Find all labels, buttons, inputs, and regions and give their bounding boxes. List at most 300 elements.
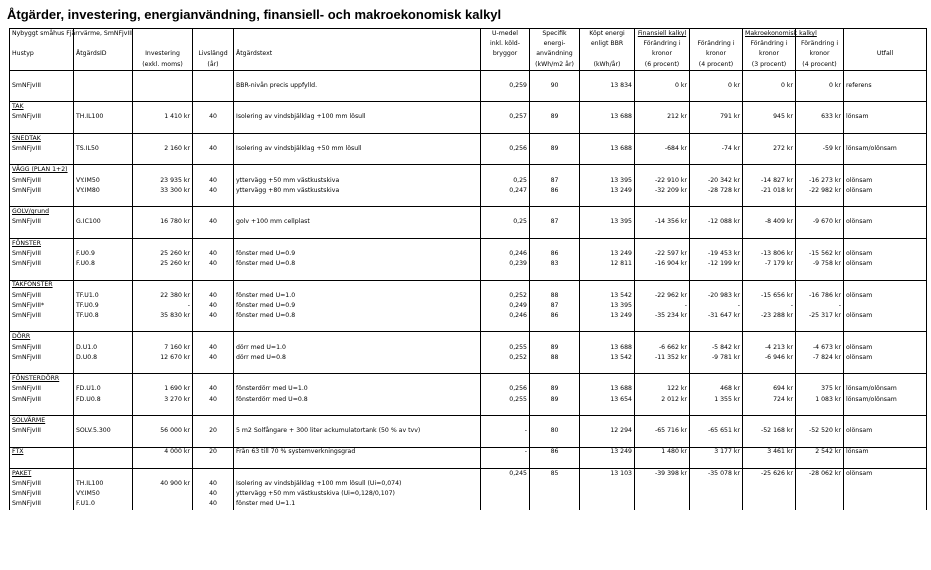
table-row bbox=[10, 249, 927, 259]
table-cell bbox=[530, 458, 580, 469]
table-cell bbox=[74, 196, 133, 207]
table-cell bbox=[530, 238, 580, 249]
table-cell bbox=[10, 436, 74, 447]
table-cell: SmNFjvIII bbox=[10, 259, 74, 269]
header-cell bbox=[234, 39, 481, 49]
table-cell bbox=[635, 70, 690, 81]
table-cell bbox=[234, 363, 481, 374]
table-cell bbox=[193, 468, 234, 479]
table-cell bbox=[234, 458, 481, 469]
blank-row bbox=[10, 436, 927, 447]
data-row bbox=[10, 447, 927, 458]
table-cell bbox=[530, 102, 580, 113]
table-cell: - bbox=[743, 301, 796, 311]
table-cell bbox=[690, 102, 743, 113]
table-cell: - bbox=[796, 301, 844, 311]
table-cell bbox=[133, 133, 193, 144]
table-cell bbox=[481, 70, 530, 81]
table-cell bbox=[635, 102, 690, 113]
table-cell: -22 597 kr bbox=[635, 249, 690, 259]
table-cell bbox=[580, 363, 635, 374]
header-cell bbox=[234, 60, 481, 71]
table-cell bbox=[635, 123, 690, 134]
table-cell: 12 811 bbox=[580, 259, 635, 269]
table-cell bbox=[743, 154, 796, 165]
table-cell: SmNFjvIII bbox=[10, 186, 74, 196]
table-cell bbox=[193, 436, 234, 447]
table-row bbox=[10, 217, 927, 227]
table-cell bbox=[234, 228, 481, 239]
table-cell bbox=[743, 70, 796, 81]
table-cell: -15 562 kr bbox=[796, 249, 844, 259]
table-cell: olönsam bbox=[844, 259, 927, 269]
table-cell: olönsam bbox=[844, 176, 927, 186]
table-cell: 40 900 kr bbox=[133, 479, 193, 489]
table-cell bbox=[743, 238, 796, 249]
table-cell bbox=[74, 405, 133, 416]
table-cell bbox=[635, 436, 690, 447]
table-cell bbox=[844, 196, 927, 207]
table-cell bbox=[530, 363, 580, 374]
table-cell bbox=[635, 154, 690, 165]
table-cell: D.U0.8 bbox=[74, 353, 133, 363]
header-cell: (år) bbox=[193, 60, 234, 71]
table-cell bbox=[690, 458, 743, 469]
table-cell: 87 bbox=[530, 217, 580, 227]
table-cell bbox=[844, 207, 927, 218]
table-cell: 0 kr bbox=[743, 81, 796, 91]
table-cell bbox=[580, 499, 635, 509]
table-cell: -19 453 kr bbox=[690, 249, 743, 259]
table-cell bbox=[796, 133, 844, 144]
table-cell: 83 bbox=[530, 259, 580, 269]
blank-row bbox=[10, 123, 927, 134]
header-cell: enligt BBR bbox=[580, 39, 635, 49]
table-cell: 0,247 bbox=[481, 186, 530, 196]
table-cell: TF.U0.9 bbox=[74, 301, 133, 311]
table-cell: 0,25 bbox=[481, 217, 530, 227]
table-cell bbox=[635, 374, 690, 385]
table-cell bbox=[796, 102, 844, 113]
table-cell bbox=[743, 321, 796, 332]
table-cell: -22 910 kr bbox=[635, 176, 690, 186]
header-cell: Specifik bbox=[530, 29, 580, 40]
table-cell bbox=[743, 165, 796, 176]
table-cell: yttervägg +50 mm västkustskiva bbox=[234, 176, 481, 186]
table-cell bbox=[796, 154, 844, 165]
table-cell bbox=[690, 123, 743, 134]
table-cell bbox=[133, 238, 193, 249]
table-cell: 25 260 kr bbox=[133, 259, 193, 269]
header-cell bbox=[690, 29, 743, 40]
table-cell: SmNFjvIII bbox=[10, 426, 74, 436]
table-cell: golv +100 mm cellplast bbox=[234, 217, 481, 227]
table-cell: - bbox=[481, 447, 530, 458]
table-cell bbox=[844, 123, 927, 134]
table-cell bbox=[530, 280, 580, 291]
table-cell bbox=[481, 321, 530, 332]
table-cell bbox=[690, 436, 743, 447]
table-cell: 13 834 bbox=[580, 81, 635, 91]
table-cell bbox=[530, 70, 580, 81]
table-cell: olönsam bbox=[844, 343, 927, 353]
blank-row bbox=[10, 228, 927, 239]
table-cell: 40 bbox=[193, 395, 234, 405]
table-cell bbox=[133, 489, 193, 499]
blank-row bbox=[10, 405, 927, 416]
table-cell: -25 626 kr bbox=[743, 468, 796, 479]
section-label: VÄGG (PLAN 1+2) bbox=[10, 165, 74, 176]
table-cell bbox=[481, 154, 530, 165]
section-label: TAK bbox=[10, 102, 74, 113]
table-cell bbox=[530, 207, 580, 218]
table-cell bbox=[580, 102, 635, 113]
table-cell: SmNFjvIII bbox=[10, 113, 74, 123]
table-cell: -6 662 kr bbox=[635, 343, 690, 353]
table-cell: fönster med U=1.0 bbox=[234, 291, 481, 301]
table-cell: -28 062 kr bbox=[796, 468, 844, 479]
table-cell bbox=[580, 123, 635, 134]
table-cell bbox=[690, 165, 743, 176]
section-row bbox=[10, 374, 927, 385]
table-cell: 40 bbox=[193, 301, 234, 311]
table-cell: 1 083 kr bbox=[796, 395, 844, 405]
section-label: SNEDTAK bbox=[10, 133, 74, 144]
table-row bbox=[10, 343, 927, 353]
table-cell: 2 012 kr bbox=[635, 395, 690, 405]
table-row bbox=[10, 426, 927, 436]
table-cell: 25 260 kr bbox=[133, 249, 193, 259]
table-cell bbox=[635, 332, 690, 343]
table-cell: 0,259 bbox=[481, 81, 530, 91]
table-cell bbox=[844, 301, 927, 311]
table-cell bbox=[635, 280, 690, 291]
table-cell: -8 409 kr bbox=[743, 217, 796, 227]
table-cell: -59 kr bbox=[796, 144, 844, 154]
table-cell bbox=[743, 133, 796, 144]
table-cell bbox=[580, 489, 635, 499]
table-cell bbox=[690, 133, 743, 144]
header-cell: Livslängd bbox=[193, 49, 234, 59]
table-cell bbox=[133, 165, 193, 176]
table-cell bbox=[133, 458, 193, 469]
table-cell: -20 342 kr bbox=[690, 176, 743, 186]
table-cell bbox=[635, 207, 690, 218]
table-cell: 40 bbox=[193, 144, 234, 154]
table-cell: 87 bbox=[530, 176, 580, 186]
table-cell bbox=[193, 363, 234, 374]
table-cell: fönster med U=0.9 bbox=[234, 249, 481, 259]
header-cell bbox=[844, 39, 927, 49]
table-cell: -23 288 kr bbox=[743, 311, 796, 321]
table-cell bbox=[743, 280, 796, 291]
table-cell bbox=[74, 363, 133, 374]
table-cell bbox=[796, 415, 844, 426]
table-cell: 375 kr bbox=[796, 384, 844, 394]
table-cell: 89 bbox=[530, 343, 580, 353]
table-cell bbox=[844, 415, 927, 426]
header-cell bbox=[580, 49, 635, 59]
table-cell bbox=[743, 207, 796, 218]
table-cell: F.U1.0 bbox=[74, 499, 133, 509]
table-row bbox=[10, 291, 927, 301]
table-cell bbox=[10, 70, 74, 81]
table-cell bbox=[133, 81, 193, 91]
table-cell bbox=[844, 102, 927, 113]
table-cell bbox=[635, 458, 690, 469]
table-cell: SmNFjvIII bbox=[10, 81, 74, 91]
table-cell bbox=[844, 479, 927, 489]
table-cell: 40 bbox=[193, 353, 234, 363]
table-cell bbox=[234, 196, 481, 207]
table-cell bbox=[193, 269, 234, 280]
header-cell bbox=[193, 29, 234, 40]
table-cell bbox=[530, 228, 580, 239]
header-cell: Finansiell kalkyl bbox=[635, 29, 690, 40]
table-cell bbox=[580, 196, 635, 207]
table-cell bbox=[193, 280, 234, 291]
table-cell bbox=[743, 489, 796, 499]
table-cell bbox=[193, 154, 234, 165]
table-cell: 694 kr bbox=[743, 384, 796, 394]
table-cell: 5 m2 Solfångare + 300 liter ackumulatortank (50 % av tvv) bbox=[234, 426, 481, 436]
table-cell: 0,256 bbox=[481, 144, 530, 154]
section-label: FÖNSTERDÖRR bbox=[10, 374, 74, 385]
table-cell: 633 kr bbox=[796, 113, 844, 123]
table-cell bbox=[481, 458, 530, 469]
table-cell: 40 bbox=[193, 113, 234, 123]
table-cell bbox=[530, 374, 580, 385]
table-cell bbox=[580, 479, 635, 489]
table-cell: fönster med U=0.8 bbox=[234, 259, 481, 269]
table-cell bbox=[74, 280, 133, 291]
header-cell: (6 procent) bbox=[635, 60, 690, 71]
table-cell bbox=[481, 332, 530, 343]
table-cell bbox=[690, 374, 743, 385]
table-cell bbox=[580, 280, 635, 291]
table-cell bbox=[74, 102, 133, 113]
table-cell: 88 bbox=[530, 291, 580, 301]
table-cell: 0,246 bbox=[481, 249, 530, 259]
table-cell bbox=[530, 332, 580, 343]
header-row bbox=[10, 39, 927, 49]
table-cell: 0,239 bbox=[481, 259, 530, 269]
table-cell bbox=[74, 81, 133, 91]
table-cell bbox=[193, 91, 234, 102]
table-cell: 40 bbox=[193, 384, 234, 394]
table-cell: 0,25 bbox=[481, 176, 530, 186]
table-cell bbox=[234, 91, 481, 102]
table-cell bbox=[690, 415, 743, 426]
table-cell bbox=[580, 154, 635, 165]
table-cell: fönsterdörr med U=1.0 bbox=[234, 384, 481, 394]
table-cell bbox=[133, 196, 193, 207]
page-title: Åtgärder, investering, energianvändning, finansiell- och makroekonomisk kalkyl bbox=[7, 7, 502, 22]
table-cell bbox=[234, 154, 481, 165]
table-cell bbox=[743, 269, 796, 280]
table-cell: 22 380 kr bbox=[133, 291, 193, 301]
table-cell: G.IC100 bbox=[74, 217, 133, 227]
table-cell: 7 160 kr bbox=[133, 343, 193, 353]
table-cell bbox=[193, 405, 234, 416]
header-cell bbox=[133, 39, 193, 49]
table-cell: 40 bbox=[193, 479, 234, 489]
table-cell bbox=[690, 228, 743, 239]
table-cell bbox=[193, 81, 234, 91]
table-cell bbox=[690, 196, 743, 207]
table-cell bbox=[133, 91, 193, 102]
table-cell: SmNFjvIII bbox=[10, 489, 74, 499]
table-cell: -52 168 kr bbox=[743, 426, 796, 436]
table-cell bbox=[743, 228, 796, 239]
section-row bbox=[10, 238, 927, 249]
table-cell bbox=[580, 458, 635, 469]
table-cell bbox=[530, 415, 580, 426]
table-cell: VY.IM50 bbox=[74, 176, 133, 186]
table-cell bbox=[481, 91, 530, 102]
table-cell bbox=[133, 102, 193, 113]
blank-row bbox=[10, 154, 927, 165]
table-cell: -11 352 kr bbox=[635, 353, 690, 363]
table-cell bbox=[530, 321, 580, 332]
table-cell bbox=[690, 499, 743, 509]
table-cell bbox=[234, 123, 481, 134]
table-cell bbox=[133, 154, 193, 165]
table-cell: 86 bbox=[530, 186, 580, 196]
table-row bbox=[10, 113, 927, 123]
table-cell bbox=[796, 228, 844, 239]
table-cell bbox=[580, 332, 635, 343]
table-cell bbox=[580, 91, 635, 102]
table-cell: 40 bbox=[193, 311, 234, 321]
table-cell: olönsam bbox=[844, 311, 927, 321]
table-cell bbox=[193, 238, 234, 249]
table-cell: -39 398 kr bbox=[635, 468, 690, 479]
table-cell bbox=[74, 133, 133, 144]
table-cell: lönsam/olönsam bbox=[844, 144, 927, 154]
section-label: GOLV/grund bbox=[10, 207, 74, 218]
table-cell bbox=[481, 269, 530, 280]
table-cell bbox=[690, 154, 743, 165]
table-row bbox=[10, 311, 927, 321]
table-cell: 13 103 bbox=[580, 468, 635, 479]
section-label: FÖNSTER bbox=[10, 238, 74, 249]
table-cell: FTX bbox=[10, 447, 74, 458]
table-cell bbox=[743, 196, 796, 207]
table-cell bbox=[234, 165, 481, 176]
header-cell: kronor bbox=[796, 49, 844, 59]
table-cell bbox=[580, 415, 635, 426]
table-cell: -31 647 kr bbox=[690, 311, 743, 321]
table-cell bbox=[635, 228, 690, 239]
table-cell bbox=[74, 207, 133, 218]
table-cell bbox=[796, 165, 844, 176]
table-row bbox=[10, 259, 927, 269]
table-cell: 12 294 bbox=[580, 426, 635, 436]
table-cell: fönster med U=0.8 bbox=[234, 311, 481, 321]
table-cell: 13 542 bbox=[580, 291, 635, 301]
table-cell bbox=[690, 207, 743, 218]
header-cell: Hustyp bbox=[10, 49, 74, 59]
table-cell bbox=[481, 374, 530, 385]
table-cell: SmNFjvIII bbox=[10, 353, 74, 363]
table-cell bbox=[796, 269, 844, 280]
table-cell bbox=[635, 196, 690, 207]
table-cell bbox=[481, 228, 530, 239]
table-cell: - bbox=[481, 426, 530, 436]
table-cell: 0,245 bbox=[481, 468, 530, 479]
table-cell: 56 000 kr bbox=[133, 426, 193, 436]
table-cell: D.U1.0 bbox=[74, 343, 133, 353]
header-cell: U-medel bbox=[481, 29, 530, 40]
table-cell: -684 kr bbox=[635, 144, 690, 154]
table-cell: 13 249 bbox=[580, 311, 635, 321]
header-cell: kronor bbox=[690, 49, 743, 59]
table-cell: F.U0.9 bbox=[74, 249, 133, 259]
table-cell bbox=[234, 321, 481, 332]
table-cell: -7 179 kr bbox=[743, 259, 796, 269]
table-row bbox=[10, 395, 927, 405]
table-cell: SmNFjvIII bbox=[10, 384, 74, 394]
table-cell bbox=[844, 332, 927, 343]
table-cell: -12 088 kr bbox=[690, 217, 743, 227]
table-cell: 16 780 kr bbox=[133, 217, 193, 227]
table-cell bbox=[844, 405, 927, 416]
table-cell: -20 983 kr bbox=[690, 291, 743, 301]
table-cell: -6 946 kr bbox=[743, 353, 796, 363]
table-cell: 40 bbox=[193, 176, 234, 186]
table-cell bbox=[580, 207, 635, 218]
table-cell bbox=[133, 374, 193, 385]
table-cell bbox=[74, 458, 133, 469]
table-cell bbox=[10, 269, 74, 280]
table-cell bbox=[796, 196, 844, 207]
header-row bbox=[10, 29, 927, 40]
header-cell: (3 procent) bbox=[743, 60, 796, 71]
table-cell: -7 824 kr bbox=[796, 353, 844, 363]
table-cell: 0,249 bbox=[481, 301, 530, 311]
table-cell bbox=[133, 321, 193, 332]
table-cell: 40 bbox=[193, 343, 234, 353]
table-cell bbox=[481, 415, 530, 426]
header-cell bbox=[74, 39, 133, 49]
table-cell bbox=[530, 436, 580, 447]
header-row bbox=[10, 60, 927, 71]
table-cell: 212 kr bbox=[635, 113, 690, 123]
table-cell bbox=[796, 436, 844, 447]
table-cell: PAKET bbox=[10, 468, 74, 479]
header-cell: användning bbox=[530, 49, 580, 59]
table-cell: olönsam bbox=[844, 217, 927, 227]
table-cell bbox=[10, 405, 74, 416]
table-row bbox=[10, 301, 927, 311]
table-cell bbox=[635, 269, 690, 280]
table-cell: 86 bbox=[530, 447, 580, 458]
table-body bbox=[10, 29, 927, 510]
table-cell bbox=[580, 436, 635, 447]
table-cell: olönsam bbox=[844, 291, 927, 301]
table-cell bbox=[10, 154, 74, 165]
table-cell: -15 656 kr bbox=[743, 291, 796, 301]
table-cell bbox=[580, 269, 635, 280]
table-cell: VY.IM80 bbox=[74, 186, 133, 196]
table-cell: TF.U0.8 bbox=[74, 311, 133, 321]
table-cell bbox=[690, 269, 743, 280]
table-cell bbox=[74, 165, 133, 176]
table-cell: 40 bbox=[193, 186, 234, 196]
table-cell: 40 bbox=[193, 291, 234, 301]
table-cell bbox=[743, 415, 796, 426]
